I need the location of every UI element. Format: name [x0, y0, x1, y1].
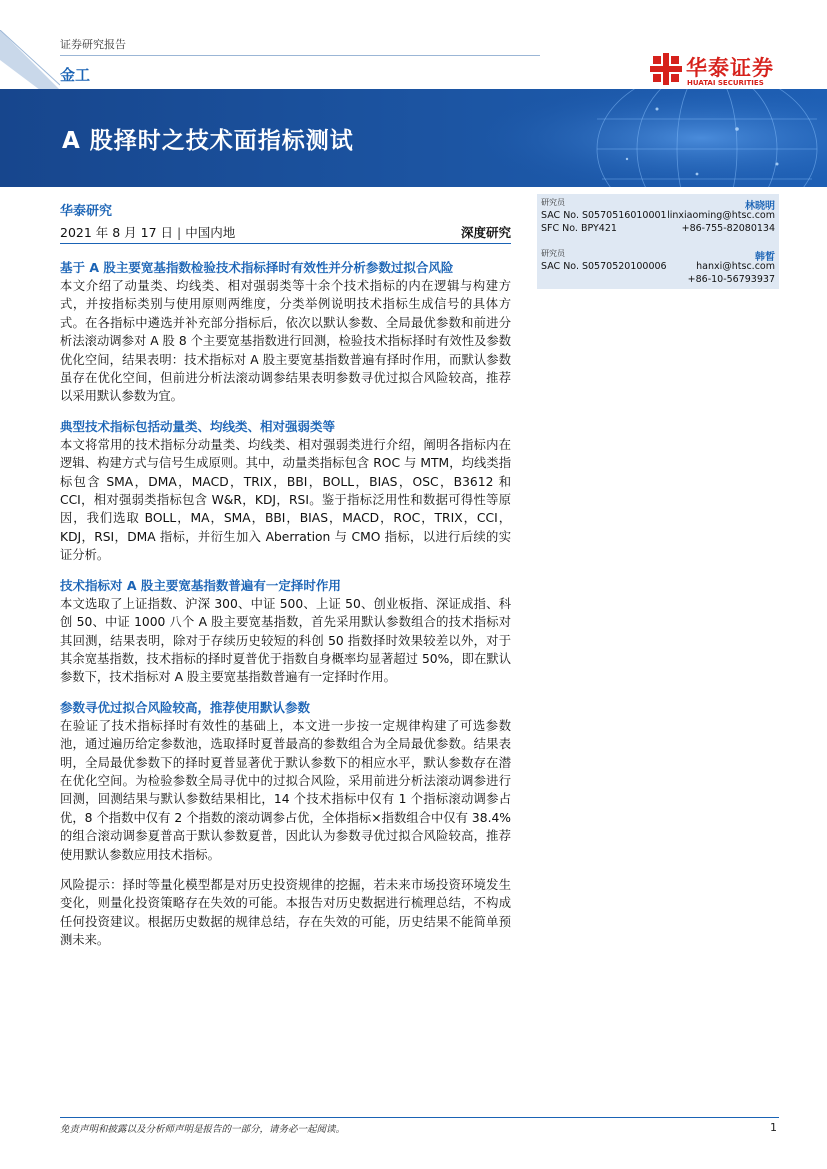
- date-rule: [60, 243, 511, 244]
- sector-label: 金工: [60, 66, 91, 84]
- analyst-card: [541, 248, 775, 287]
- analyst-email[interactable]: hanxi@htsc.com: [696, 261, 775, 272]
- summary-section: [60, 699, 511, 864]
- document-type-label: 证券研究报告: [60, 38, 126, 51]
- section-body: 本文将常用的技术指标分动量类、均线类、相对强弱类进行介绍，阐明各指标内在逻辑、构建方式与信号生成原则。其中，动量类指标包含 ROC 与 MTM，均线类指标包含 SMA，DMA，MACD，TRIX，BBI，BOLL，BIAS，OSC，B3612 和 CCI，相对强弱类指标包含 W&R，KDJ，RSI。鉴于指标泛用性和数据可得性等原因，我们选取 BOLL，MA，SMA，BBI，BIAS，MACD，ROC，TRIX，CCI，KDJ，RSI，DMA 指标，并衍生加入 Aberration 与 CMO 指标，以进行后续的实证分析。: [60, 437, 511, 563]
- analyst-phone: +86-10-56793937: [687, 274, 775, 285]
- company-logo: [650, 50, 780, 90]
- separator: |: [177, 225, 182, 240]
- report-type: 深度研究: [460, 225, 511, 240]
- region: 中国内地: [185, 225, 236, 240]
- analyst-sfc: SFC No. BPY421: [541, 223, 617, 234]
- risk-warning: 风险提示：择时等量化模型都是对历史投资规律的挖掘，若未来市场投资环境发生变化，则量化投资策略存在失效的可能。本报告对历史数据进行梳理总结，不构成任何投资建议。根据历史数据的规律总结，存在失效的可能，历史结果不能简单预测未来。: [60, 877, 511, 948]
- title-banner: [0, 89, 827, 187]
- summary-content: [60, 259, 511, 962]
- report-title: A 股择时之技术面指标测试: [62, 128, 354, 154]
- footer-disclaimer: 免责声明和披露以及分析师声明是报告的一部分，请务必一起阅读。: [60, 1124, 346, 1135]
- section-heading: 参数寻优过拟合风险较高，推荐使用默认参数: [60, 699, 311, 715]
- analyst-panel: [537, 194, 779, 289]
- page-number: 1: [770, 1121, 777, 1134]
- analyst-sac: SAC No. S0570520100006: [541, 261, 667, 272]
- summary-section: [60, 418, 511, 565]
- analyst-email[interactable]: linxiaoming@htsc.com: [667, 210, 775, 221]
- analyst-role: 研究员: [541, 198, 565, 207]
- globe-graphic-icon: [407, 89, 827, 187]
- analyst-card: [541, 197, 775, 236]
- logo-name-cn: 华泰证券: [686, 56, 774, 80]
- huatai-logo-icon: [650, 53, 682, 85]
- header-decoration: [0, 30, 60, 90]
- analyst-sac: SAC No. S0570516010001: [541, 210, 667, 221]
- analyst-role: 研究员: [541, 249, 565, 258]
- analyst-phone: +86-755-82080134: [681, 223, 775, 234]
- section-heading: 基于 A 股主要宽基指数检验技术指标择时有效性并分析参数过拟合风险: [60, 260, 454, 275]
- risk-section: [60, 876, 511, 950]
- section-heading: 典型技术指标包括动量类、均线类、相对强弱类等: [60, 418, 336, 434]
- section-body: 在验证了技术指标择时有效性的基础上，本文进一步按一定规律构建了可选参数池，通过遍历给定参数池，选取择时夏普最高的参数组合为全局最优参数。结果表明，全局最优参数下的择时夏普显著优于默认参数下的相应水平，默认参数存在潜在优化空间。为检验参数全局寻优中的过拟合风险，采用前进分析法滚动调参进行回测，回测结果与默认参数结果相比，14 个技术指标中仅有 1 个指标滚动调参占优，8 个指数中仅有 2 个指数的滚动调参占优，全体指标×指数组合中仅有 38.4%的组合滚动调参夏普高于默认参数夏普，因此认为参数寻优过拟合风险较高，推荐使用默认参数应用技术指标。: [60, 718, 511, 862]
- section-heading: 技术指标对 A 股主要宽基指数普遍有一定择时作用: [60, 577, 341, 593]
- summary-section: [60, 577, 511, 687]
- section-body: 本文选取了上证指数、沪深 300、中证 500、上证 50、创业板指、深证成指、科创 50、中证 1000 八个 A 股主要宽基指数，首先采用默认参数组合的技术指标对其回测，结果表明，除对于存续历史较短的科创 50 指数择时效果较差以外，对于其余宽基指数，技术指标的择时夏普优于指数自身概率均显著超过 50%，即在默认参数下，技术指标对 A 股主要宽基指数普遍有一定择时作用。: [60, 596, 511, 685]
- section-body: 本文介绍了动量类、均线类、相对强弱类等十余个技术指标的内在逻辑与构建方式，并按指标类别与使用原则两维度，分类举例说明技术指标生成信号的具体方式。在各指标中遴选并补充部分指标后，依次以默认参数、全局最优参数和前进分析法滚动调参对 A 股 8 个主要宽基指数进行回测，检验技术指标择时有效性及参数优化空间，结果表明：技术指标对 A 股主要宽基指数普遍有择时作用，而默认参数虽存在优化空间，但前进分析法滚动调参结果表明参数寻优过拟合风险较高，推荐以采用默认参数为宜。: [60, 279, 511, 404]
- logo-name-en: HUATAI SECURITIES: [687, 79, 764, 87]
- report-date: 2021 年 8 月 17 日: [60, 225, 174, 240]
- header-rule: [60, 55, 540, 56]
- footer-rule: [60, 1117, 779, 1118]
- research-team: 华泰研究: [60, 204, 113, 219]
- summary-section: [60, 259, 511, 406]
- analyst-name: 韩晳: [755, 252, 775, 263]
- analyst-name: 林晓明: [745, 201, 775, 212]
